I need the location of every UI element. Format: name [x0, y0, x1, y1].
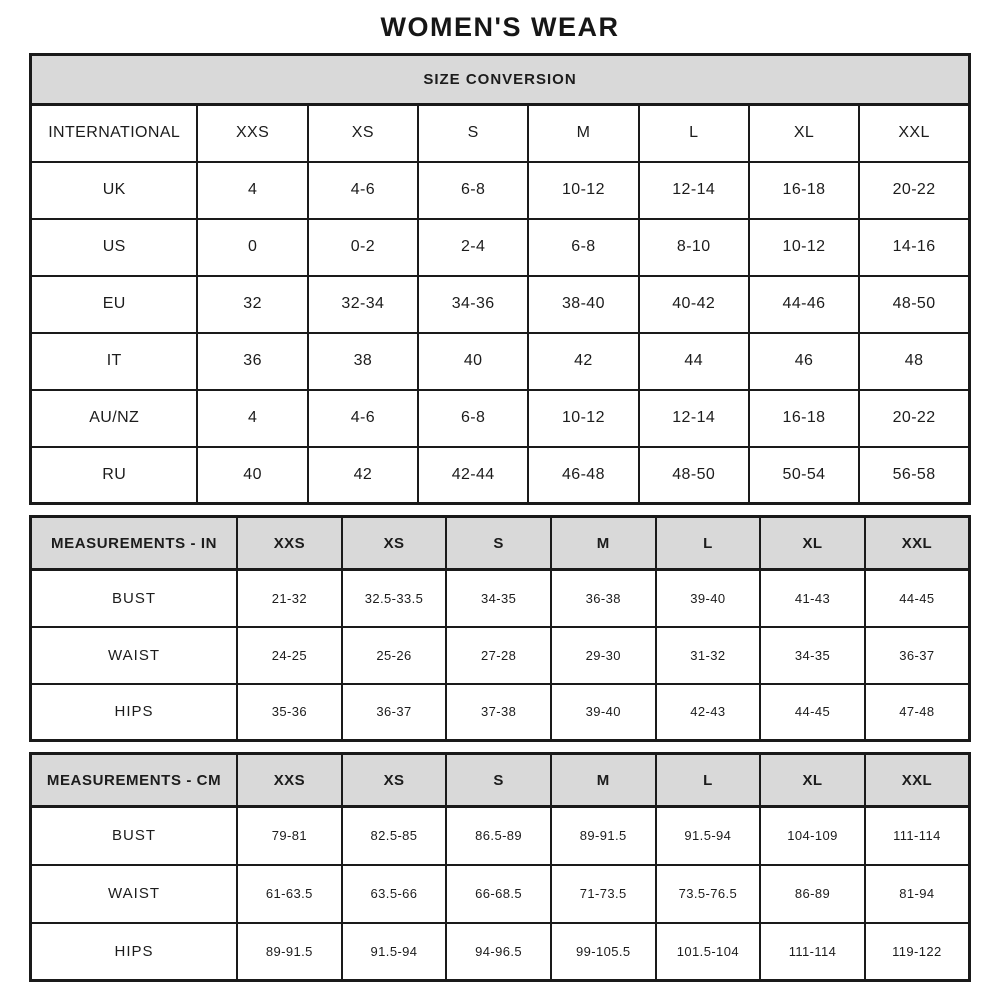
measurements-cm-row-waist: [31, 865, 970, 923]
measurements-cm-column-header-row: [31, 754, 970, 807]
value-cell: 36-37: [342, 684, 447, 741]
row-label-eu: EU: [31, 276, 198, 333]
value-cell: 89-91.5: [551, 807, 656, 865]
value-cell: 44-46: [749, 276, 859, 333]
column-header-l: L: [639, 105, 749, 162]
column-header-xxl: XXL: [865, 754, 970, 807]
value-cell: 42: [528, 333, 638, 390]
value-cell: 32.5-33.5: [342, 570, 447, 627]
value-cell: 25-26: [342, 627, 447, 684]
size-conversion-title: SIZE CONVERSION: [31, 55, 970, 105]
column-header-s: S: [446, 754, 551, 807]
row-label-waist: WAIST: [31, 865, 238, 923]
value-cell: 39-40: [656, 570, 761, 627]
value-cell: 10-12: [528, 390, 638, 447]
row-label-au-nz: AU/NZ: [31, 390, 198, 447]
column-header-l: L: [656, 754, 761, 807]
value-cell: 40-42: [639, 276, 749, 333]
value-cell: 4-6: [308, 162, 418, 219]
value-cell: 111-114: [865, 807, 970, 865]
measurements-in-row-hips: [31, 684, 970, 741]
value-cell: 32-34: [308, 276, 418, 333]
measurements-cm-table: [29, 752, 971, 982]
value-cell: 37-38: [446, 684, 551, 741]
value-cell: 27-28: [446, 627, 551, 684]
value-cell: 79-81: [237, 807, 342, 865]
value-cell: 63.5-66: [342, 865, 447, 923]
row-label-hips: HIPS: [31, 684, 238, 741]
measurements-cm-row-hips: [31, 923, 970, 981]
column-header-measurements-cm: MEASUREMENTS - CM: [31, 754, 238, 807]
value-cell: 104-109: [760, 807, 865, 865]
value-cell: 0: [197, 219, 307, 276]
value-cell: 42-43: [656, 684, 761, 741]
value-cell: 6-8: [418, 162, 528, 219]
value-cell: 73.5-76.5: [656, 865, 761, 923]
value-cell: 48-50: [859, 276, 969, 333]
value-cell: 35-36: [237, 684, 342, 741]
row-label-bust: BUST: [31, 570, 238, 627]
value-cell: 20-22: [859, 162, 969, 219]
value-cell: 61-63.5: [237, 865, 342, 923]
column-header-xs: XS: [342, 517, 447, 570]
column-header-xs: XS: [308, 105, 418, 162]
value-cell: 16-18: [749, 390, 859, 447]
value-cell: 8-10: [639, 219, 749, 276]
page-title: WOMEN'S WEAR: [380, 12, 620, 42]
size-conversion-row-ru: [31, 447, 970, 504]
measurements-in-table: [29, 515, 971, 742]
column-header-xxs: XXS: [237, 517, 342, 570]
value-cell: 4: [197, 390, 307, 447]
column-header-s: S: [418, 105, 528, 162]
value-cell: 91.5-94: [656, 807, 761, 865]
size-conversion-column-header-row: [31, 105, 970, 162]
value-cell: 94-96.5: [446, 923, 551, 981]
size-conversion-table: [29, 53, 971, 505]
value-cell: 50-54: [749, 447, 859, 504]
value-cell: 41-43: [760, 570, 865, 627]
value-cell: 101.5-104: [656, 923, 761, 981]
value-cell: 20-22: [859, 390, 969, 447]
value-cell: 10-12: [528, 162, 638, 219]
value-cell: 39-40: [551, 684, 656, 741]
value-cell: 12-14: [639, 390, 749, 447]
column-header-xl: XL: [749, 105, 859, 162]
value-cell: 34-36: [418, 276, 528, 333]
value-cell: 81-94: [865, 865, 970, 923]
value-cell: 66-68.5: [446, 865, 551, 923]
value-cell: 2-4: [418, 219, 528, 276]
column-header-xxl: XXL: [859, 105, 969, 162]
value-cell: 38-40: [528, 276, 638, 333]
column-header-s: S: [446, 517, 551, 570]
value-cell: 34-35: [446, 570, 551, 627]
value-cell: 36-37: [865, 627, 970, 684]
size-conversion-row-au-nz: [31, 390, 970, 447]
value-cell: 14-16: [859, 219, 969, 276]
size-conversion-row-eu: [31, 276, 970, 333]
value-cell: 86.5-89: [446, 807, 551, 865]
value-cell: 4-6: [308, 390, 418, 447]
column-header-l: L: [656, 517, 761, 570]
row-label-hips: HIPS: [31, 923, 238, 981]
value-cell: 44-45: [760, 684, 865, 741]
row-label-it: IT: [31, 333, 198, 390]
column-header-xxs: XXS: [197, 105, 307, 162]
row-label-us: US: [31, 219, 198, 276]
value-cell: 48: [859, 333, 969, 390]
column-header-international: INTERNATIONAL: [31, 105, 198, 162]
value-cell: 6-8: [528, 219, 638, 276]
value-cell: 4: [197, 162, 307, 219]
value-cell: 40: [197, 447, 307, 504]
value-cell: 38: [308, 333, 418, 390]
column-header-measurements-in: MEASUREMENTS - IN: [31, 517, 238, 570]
value-cell: 31-32: [656, 627, 761, 684]
value-cell: 6-8: [418, 390, 528, 447]
value-cell: 21-32: [237, 570, 342, 627]
value-cell: 44-45: [865, 570, 970, 627]
size-conversion-row-us: [31, 219, 970, 276]
value-cell: 36: [197, 333, 307, 390]
value-cell: 99-105.5: [551, 923, 656, 981]
size-conversion-row-it: [31, 333, 970, 390]
value-cell: 71-73.5: [551, 865, 656, 923]
value-cell: 29-30: [551, 627, 656, 684]
row-label-ru: RU: [31, 447, 198, 504]
size-conversion-row-uk: [31, 162, 970, 219]
value-cell: 40: [418, 333, 528, 390]
value-cell: 12-14: [639, 162, 749, 219]
value-cell: 46-48: [528, 447, 638, 504]
column-header-m: M: [551, 754, 656, 807]
row-label-uk: UK: [31, 162, 198, 219]
measurements-in-row-waist: [31, 627, 970, 684]
value-cell: 82.5-85: [342, 807, 447, 865]
value-cell: 47-48: [865, 684, 970, 741]
value-cell: 89-91.5: [237, 923, 342, 981]
column-header-xl: XL: [760, 517, 865, 570]
measurements-cm-row-bust: [31, 807, 970, 865]
column-header-xs: XS: [342, 754, 447, 807]
row-label-bust: BUST: [31, 807, 238, 865]
size-conversion-title-row: [31, 55, 970, 105]
column-header-xxl: XXL: [865, 517, 970, 570]
value-cell: 48-50: [639, 447, 749, 504]
column-header-m: M: [551, 517, 656, 570]
value-cell: 46: [749, 333, 859, 390]
value-cell: 24-25: [237, 627, 342, 684]
value-cell: 86-89: [760, 865, 865, 923]
value-cell: 16-18: [749, 162, 859, 219]
value-cell: 42-44: [418, 447, 528, 504]
value-cell: 32: [197, 276, 307, 333]
column-header-xl: XL: [760, 754, 865, 807]
value-cell: 44: [639, 333, 749, 390]
value-cell: 42: [308, 447, 418, 504]
column-header-m: M: [528, 105, 638, 162]
value-cell: 111-114: [760, 923, 865, 981]
measurements-in-row-bust: [31, 570, 970, 627]
value-cell: 34-35: [760, 627, 865, 684]
value-cell: 56-58: [859, 447, 969, 504]
measurements-in-column-header-row: [31, 517, 970, 570]
column-header-xxs: XXS: [237, 754, 342, 807]
row-label-waist: WAIST: [31, 627, 238, 684]
value-cell: 91.5-94: [342, 923, 447, 981]
value-cell: 36-38: [551, 570, 656, 627]
value-cell: 10-12: [749, 219, 859, 276]
value-cell: 119-122: [865, 923, 970, 981]
value-cell: 0-2: [308, 219, 418, 276]
